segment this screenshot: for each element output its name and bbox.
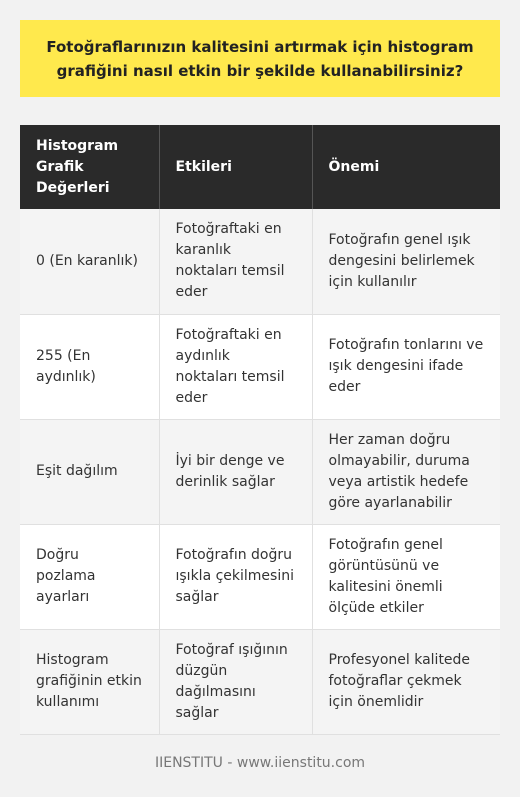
- cell-effect: Fotoğraf ışığının düzgün dağılmasını sağlar: [159, 629, 312, 734]
- cell-effect: İyi bir denge ve derinlik sağlar: [159, 419, 312, 524]
- table-row: [20, 314, 500, 419]
- cell-value: Eşit dağılım: [20, 419, 159, 524]
- table-row: [20, 419, 500, 524]
- cell-importance: Her zaman doğru olmayabilir, duruma veya artistik hedefe göre ayarlanabilir: [312, 419, 500, 524]
- cell-effect: Fotoğraftaki en aydınlık noktaları temsil eder: [159, 314, 312, 419]
- table-row: [20, 524, 500, 629]
- page-title: Fotoğraflarınızın kalitesini artırmak için histogram grafiğini nasıl etkin bir şekilde kullanabilirsiniz?: [20, 20, 500, 97]
- table-header-row: [20, 125, 500, 209]
- cell-value: Histogram grafiğinin etkin kullanımı: [20, 629, 159, 734]
- header-importance: Önemi: [312, 125, 500, 209]
- table-row: [20, 629, 500, 734]
- cell-importance: Profesyonel kalitede fotoğraflar çekmek için önemlidir: [312, 629, 500, 734]
- cell-value: 255 (En aydınlık): [20, 314, 159, 419]
- cell-importance: Fotoğrafın genel ışık dengesini belirlemek için kullanılır: [312, 209, 500, 314]
- histogram-table: [20, 125, 500, 735]
- cell-effect: Fotoğrafın doğru ışıkla çekilmesini sağlar: [159, 524, 312, 629]
- header-effects: Etkileri: [159, 125, 312, 209]
- header-histogram-values: Histogram Grafik Değerleri: [20, 125, 159, 209]
- table-row: [20, 209, 500, 314]
- cell-effect: Fotoğraftaki en karanlık noktaları temsil eder: [159, 209, 312, 314]
- cell-importance: Fotoğrafın genel görüntüsünü ve kalitesini önemli ölçüde etkiler: [312, 524, 500, 629]
- cell-importance: Fotoğrafın tonlarını ve ışık dengesini ifade eder: [312, 314, 500, 419]
- cell-value: 0 (En karanlık): [20, 209, 159, 314]
- footer-credit: IIENSTITU - www.iienstitu.com: [154, 755, 366, 771]
- cell-value: Doğru pozlama ayarları: [20, 524, 159, 629]
